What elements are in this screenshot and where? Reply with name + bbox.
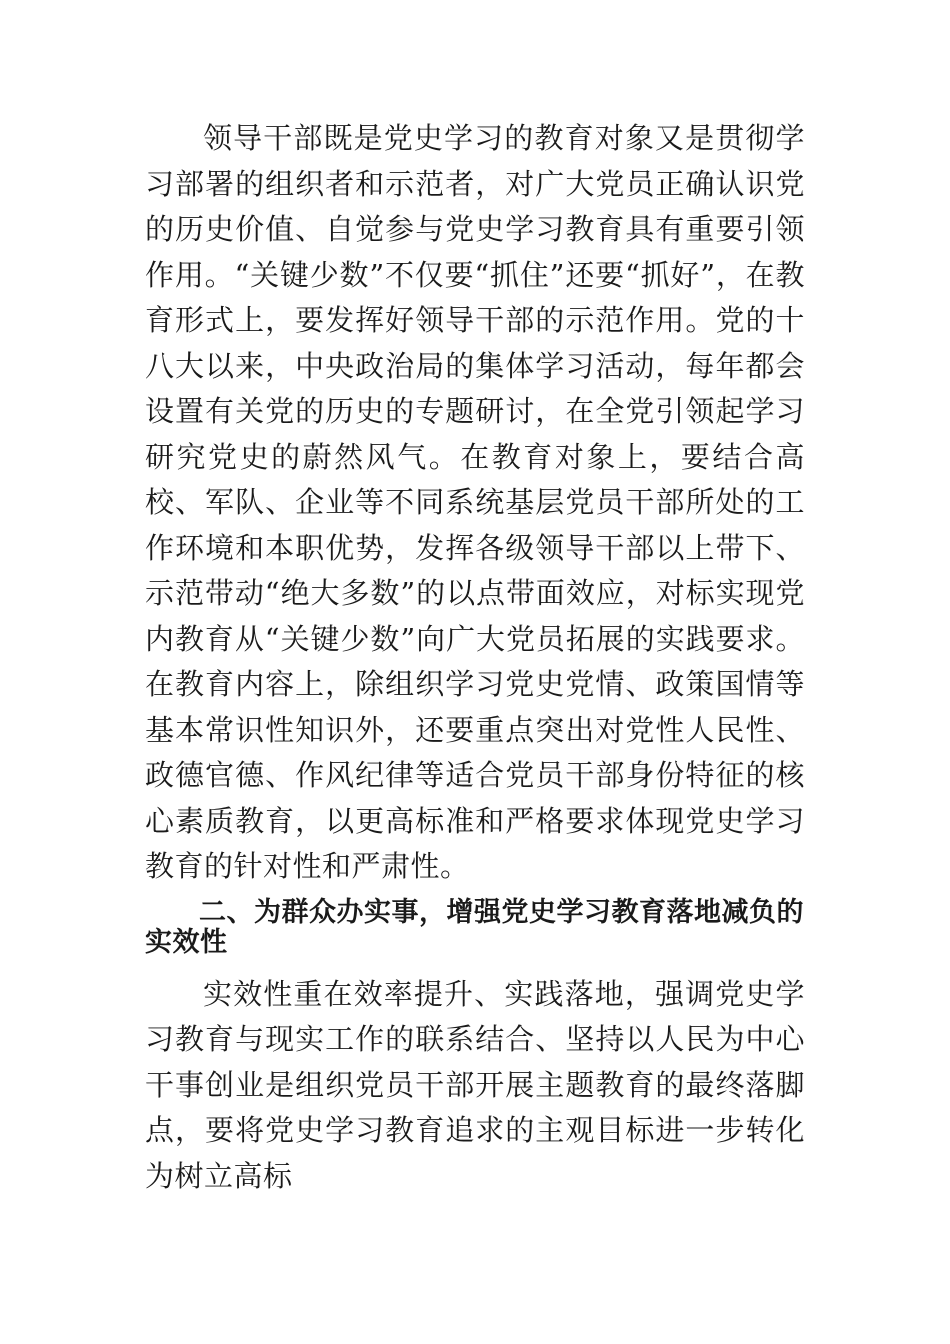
paragraph-leadership: 领导干部既是党史学习的教育对象又是贯彻学习部署的组织者和示范者，对广大党员正确认识党的历史价值、自觉参与党史学习教育具有重要引领作用。“关键少数”不仅要“抓住”还要“抓好”，在教育形式上，要发挥好领导干部的示范作用。党的十八大以来，中央政治局的集体学习活动，每年都会设置有关党的历史的专题研讨，在全党引领起学习研究党史的蔚然风气。在教育对象上，要结合高校、军队、企业等不同系统基层党员干部所处的工作环境和本职优势，发挥各级领导干部以上带下、示范带动“绝大多数”的以点带面效应，对标实现党内教育从“关键少数”向广大党员拓展的实践要求。在教育内容上，除组织学习党史党情、政策国情等基本常识性知识外，还要重点突出对党性人民性、政德官德、作风纪律等适合党员干部身份特征的核心素质教育，以更高标准和严格要求体现党史学习教育的针对性和严肃性。 [145, 121, 805, 883]
section-heading: 二、为群众办实事，增强党史学习教育落地减负的实效性 [145, 896, 804, 958]
paragraph-effectiveness: 实效性重在效率提升、实践落地，强调党史学习教育与现实工作的联系结合、坚持以人民为中心干事创业是组织党员干部开展主题教育的最终落脚点，要将党史学习教育追求的主观目标进一步转化为树立高标 [145, 976, 805, 1193]
document-body [145, 116, 805, 1199]
